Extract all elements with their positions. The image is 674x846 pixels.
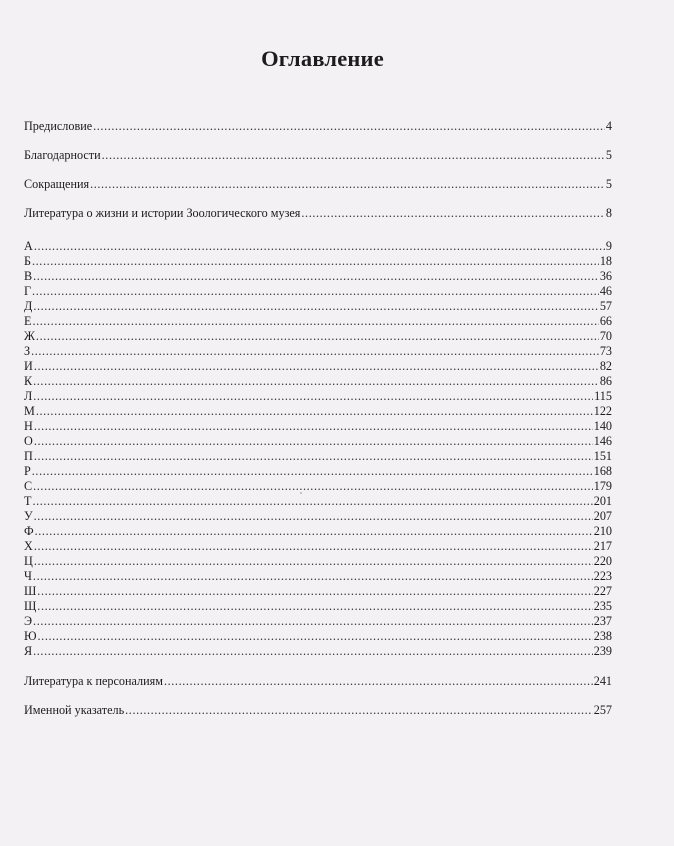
toc-letter-entry[interactable]	[24, 449, 612, 464]
toc-entry-page: 86	[599, 374, 612, 388]
toc-entry-page: 70	[599, 329, 612, 343]
toc-entry-page: 5	[605, 148, 612, 162]
toc-entry-page: 237	[593, 614, 612, 628]
toc-entry-page: 122	[593, 404, 612, 418]
toc-entry-label: У	[24, 509, 33, 523]
toc-entry-label: Д	[24, 299, 33, 313]
toc-entry-page: 210	[593, 524, 612, 538]
toc-entry-page: 201	[593, 494, 612, 508]
toc-letter-entry[interactable]	[24, 284, 612, 299]
toc-letter-entry[interactable]	[24, 404, 612, 419]
toc-entry-page: 168	[593, 464, 612, 478]
toc-entry-label: С	[24, 479, 33, 493]
toc-letter-entry[interactable]	[24, 374, 612, 389]
page-title: Оглавление	[261, 46, 384, 71]
leader-dots	[33, 269, 599, 284]
leader-dots	[34, 419, 593, 434]
leader-dots	[37, 584, 592, 599]
leader-dots	[33, 374, 599, 389]
toc-entry-page: 66	[599, 314, 612, 328]
toc-entry-page: 241	[593, 674, 612, 688]
toc-entry[interactable]	[24, 119, 612, 134]
leader-dots	[33, 644, 593, 659]
toc-entry-label: Ю	[24, 629, 37, 643]
leader-dots	[31, 344, 599, 359]
toc-letter-entry[interactable]	[24, 584, 612, 599]
toc-letter-entry[interactable]	[24, 479, 612, 494]
leader-dots	[33, 614, 593, 629]
toc-entry-label: Ж	[24, 329, 35, 343]
toc-entry-label: Ч	[24, 569, 32, 583]
toc-letter-entry[interactable]	[24, 359, 612, 374]
toc-entry-label: Р	[24, 464, 31, 478]
toc-entry-label: Л	[24, 389, 33, 403]
paper-speck	[300, 492, 302, 494]
toc-entry-label: Н	[24, 419, 33, 433]
toc-entry-label: Я	[24, 644, 33, 658]
toc-entry-page: 235	[593, 599, 612, 613]
toc-entry-label: Литература к персоналиям	[24, 674, 163, 688]
toc-letter-entry[interactable]	[24, 269, 612, 284]
toc-letter-entry[interactable]	[24, 419, 612, 434]
leader-dots	[37, 599, 592, 614]
back-entries	[24, 674, 612, 718]
toc-entry-page: 223	[593, 569, 612, 583]
leader-dots	[164, 674, 593, 689]
leader-dots	[34, 539, 593, 554]
toc-entry-label: Г	[24, 284, 32, 298]
leader-dots	[33, 299, 598, 314]
toc-entry-page: 140	[593, 419, 612, 433]
leader-dots	[35, 524, 593, 539]
toc-entry-page: 82	[599, 359, 612, 373]
letter-entries	[24, 239, 612, 659]
toc-letter-entry[interactable]	[24, 539, 612, 554]
toc-entry-label: Литература о жизни и истории Зоологического музея	[24, 206, 301, 220]
toc-entry-page: 151	[593, 449, 612, 463]
leader-dots	[33, 569, 593, 584]
leader-dots	[38, 629, 593, 644]
toc-letter-entry[interactable]	[24, 464, 612, 479]
toc-entry-label: П	[24, 449, 33, 463]
toc-entry-label: В	[24, 269, 33, 283]
toc-entry-page: 257	[593, 703, 612, 717]
toc-letter-entry[interactable]	[24, 254, 612, 269]
leader-dots	[301, 206, 605, 221]
toc-letter-entry[interactable]	[24, 494, 612, 509]
toc-entry-page: 179	[593, 479, 612, 493]
toc-entry-page: 238	[593, 629, 612, 643]
toc-entry-label: К	[24, 374, 33, 388]
toc-entry-label: Х	[24, 539, 33, 553]
toc-entry-label: Щ	[24, 599, 37, 613]
toc-entry-label: Именной указатель	[24, 703, 125, 717]
leader-dots	[34, 359, 599, 374]
leader-dots	[34, 434, 593, 449]
toc-entry-label: И	[24, 359, 33, 373]
toc-entry-label: Э	[24, 614, 33, 628]
leader-dots	[34, 449, 593, 464]
leader-dots	[32, 284, 599, 299]
toc-letter-entry[interactable]	[24, 629, 612, 644]
leader-dots	[90, 177, 605, 192]
leader-dots	[32, 254, 599, 269]
leader-dots	[36, 404, 593, 419]
leader-dots	[32, 464, 593, 479]
toc-letter-entry[interactable]	[24, 434, 612, 449]
toc-entry-label: Предисловие	[24, 119, 93, 133]
leader-dots	[36, 329, 599, 344]
toc-entry-label: Сокращения	[24, 177, 90, 191]
toc-entry-label: Т	[24, 494, 32, 508]
leader-dots	[125, 703, 593, 718]
toc-entry[interactable]	[24, 674, 612, 689]
toc-letter-entry[interactable]	[24, 599, 612, 614]
leader-dots	[32, 314, 598, 329]
toc-entry-page: 227	[593, 584, 612, 598]
toc-entry-page: 57	[599, 299, 612, 313]
leader-dots	[33, 479, 593, 494]
toc-entry-label: Ш	[24, 584, 37, 598]
toc-entry[interactable]	[24, 206, 612, 221]
toc-entry-page: 146	[593, 434, 612, 448]
toc-letter-entry[interactable]	[24, 509, 612, 524]
toc-entry-label: Ф	[24, 524, 34, 538]
toc-entry-label: Б	[24, 254, 31, 268]
toc-entry-label: М	[24, 404, 35, 418]
toc-letter-entry[interactable]	[24, 389, 612, 404]
toc-entry-label: З	[24, 344, 31, 358]
toc-entry[interactable]	[24, 177, 612, 192]
front-entries	[24, 119, 612, 221]
toc-entry-label: А	[24, 239, 33, 253]
leader-dots	[93, 119, 605, 134]
toc-entry-label: О	[24, 434, 33, 448]
toc-letter-entry[interactable]	[24, 314, 612, 329]
toc-entry[interactable]	[24, 703, 612, 718]
toc-letter-entry[interactable]	[24, 239, 612, 254]
toc-entry-page: 115	[594, 389, 612, 403]
toc-letter-entry[interactable]	[24, 614, 612, 629]
toc-entry-label: Е	[24, 314, 32, 328]
toc-entry-page: 46	[599, 284, 612, 298]
toc-letter-entry[interactable]	[24, 644, 612, 659]
toc-letter-entry[interactable]	[24, 524, 612, 539]
toc-entry[interactable]	[24, 148, 612, 163]
leader-dots	[34, 509, 593, 524]
toc-entry-page: 8	[605, 206, 612, 220]
toc-entry-page: 217	[593, 539, 612, 553]
toc-entry-page: 18	[599, 254, 612, 268]
toc-entry-page: 4	[605, 119, 612, 133]
toc-letter-entry[interactable]	[24, 344, 612, 359]
toc-entry-page: 9	[605, 239, 612, 253]
leader-dots	[32, 494, 592, 509]
toc-entry-page: 5	[605, 177, 612, 191]
toc-entry-label: Благодарности	[24, 148, 101, 162]
toc-entry-page: 36	[599, 269, 612, 283]
toc-entry-page: 220	[593, 554, 612, 568]
toc-letter-entry[interactable]	[24, 569, 612, 584]
toc-entry-page: 207	[593, 509, 612, 523]
leader-dots	[34, 239, 605, 254]
toc-entry-page: 239	[593, 644, 612, 658]
leader-dots	[34, 554, 593, 569]
toc-letter-entry[interactable]	[24, 554, 612, 569]
toc-entry-page: 73	[599, 344, 612, 358]
leader-dots	[102, 148, 605, 163]
toc-letter-entry[interactable]	[24, 299, 612, 314]
toc-letter-entry[interactable]	[24, 329, 612, 344]
toc-entry-label: Ц	[24, 554, 33, 568]
leader-dots	[33, 389, 593, 404]
